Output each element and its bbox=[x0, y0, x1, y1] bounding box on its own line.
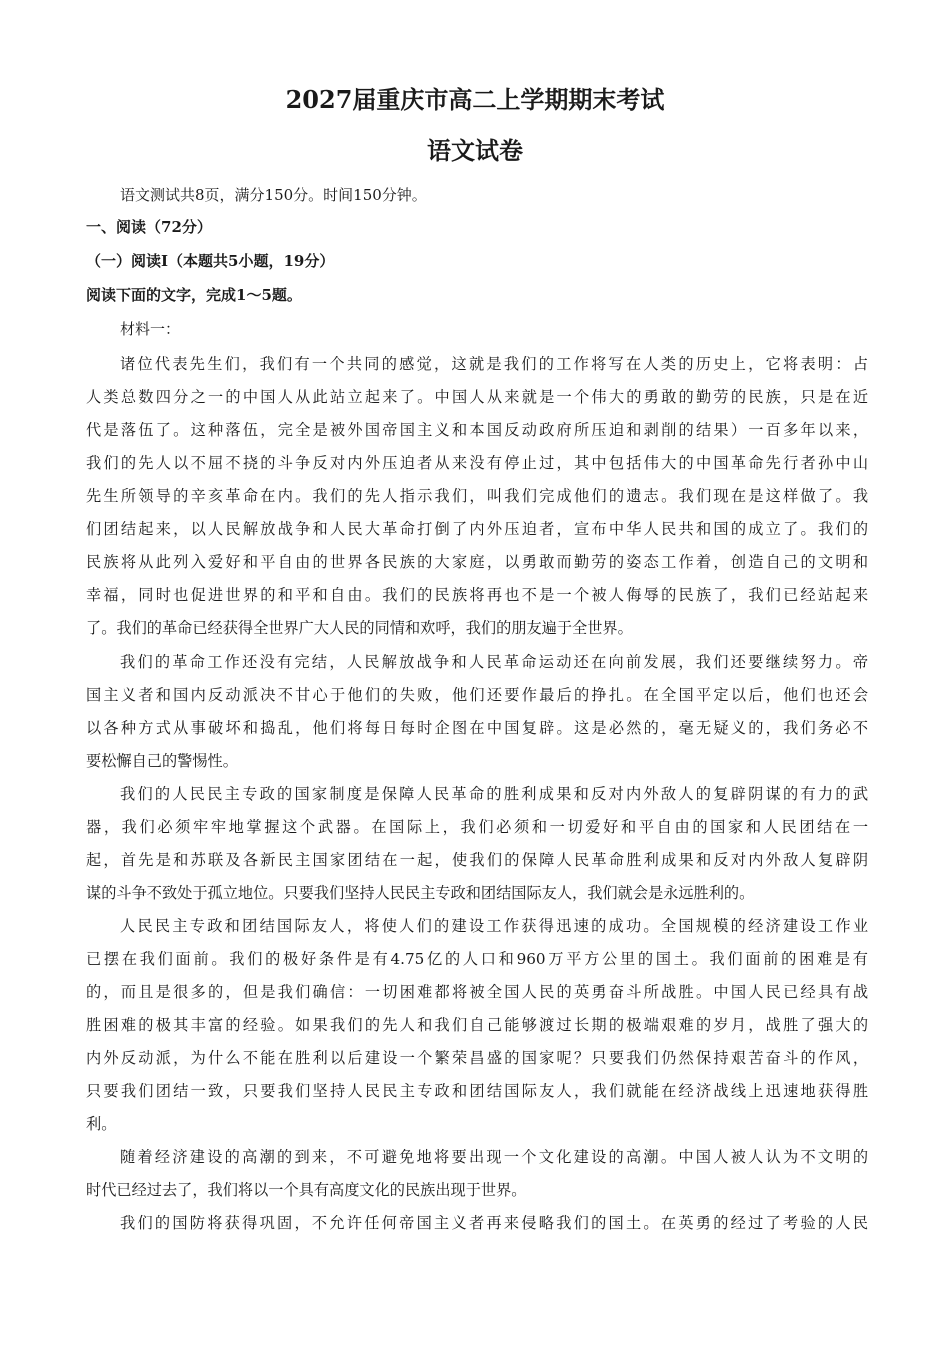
passage-line: 器，我们必须牢牢地掌握这个武器。在国际上，我们必须和一切爱好和平自由的国家和人民团结在一 bbox=[86, 818, 868, 836]
section-heading-reading: 一、阅读（72分） bbox=[86, 218, 212, 236]
passage-line: 我们的国防将获得巩固，不允许任何帝国主义者再来侵略我们的国土。在英勇的经过了考验的人民 bbox=[120, 1214, 868, 1232]
passage-line: 的，而且是很多的，但是我们确信：一切困难都将被全国人民的英勇奋斗所战胜。中国人民已经具有战 bbox=[86, 983, 868, 1001]
passage-line: 我们的人民民主专政的国家制度是保障人民革命的胜利成果和反对内外敌人的复辟阴谋的有力的武 bbox=[120, 785, 868, 803]
passage-line: 国主义者和国内反动派决不甘心于他们的失败，他们还要作最后的挣扎。在全国平定以后，他们也还会 bbox=[86, 686, 868, 704]
passage-line: 已摆在我们面前。我们的极好条件是有4.75亿的人口和960万平方公里的国土。我们面前的困难是有 bbox=[86, 950, 868, 968]
passage-line: 了。我们的革命已经获得全世界广大人民的同情和欢呼，我们的朋友遍于全世界。 bbox=[86, 619, 633, 637]
subsection-heading-reading-1: （一）阅读Ⅰ（本题共5小题，19分） bbox=[86, 252, 335, 270]
passage-line: 我们的革命工作还没有完结，人民解放战争和人民革命运动还在向前发展，我们还要继续努力。帝 bbox=[120, 653, 868, 671]
passage-line: 们团结起来，以人民解放战争和人民大革命打倒了内外压迫者，宣布中华人民共和国的成立了。我们的 bbox=[86, 520, 868, 538]
passage-line: 诸位代表先生们，我们有一个共同的感觉，这就是我们的工作将写在人类的历史上，它将表明：占 bbox=[120, 355, 868, 373]
passage-line: 人类总数四分之一的中国人从此站立起来了。中国人从来就是一个伟大的勇敢的勤劳的民族，只是在近 bbox=[86, 388, 868, 406]
exam-info: 语文测试共8页，满分150分。时间150分钟。 bbox=[120, 186, 427, 204]
passage-line: 利。 bbox=[86, 1115, 117, 1133]
passage-line: 以各种方式从事破坏和捣乱，他们将每日每时企图在中国复辟。这是必然的，毫无疑义的，我们务必不 bbox=[86, 719, 868, 737]
reading-instruction: 阅读下面的文字，完成1～5题。 bbox=[86, 286, 302, 304]
passage-line: 胜困难的极其丰富的经验。如果我们的先人和我们自己能够渡过长期的极端艰难的岁月，战胜了强大的 bbox=[86, 1016, 868, 1034]
passage-line: 先生所领导的辛亥革命在内。我们的先人指示我们，叫我们完成他们的遗志。我们现在是这样做了。我 bbox=[86, 487, 868, 505]
passage-line: 内外反动派，为什么不能在胜利以后建设一个繁荣昌盛的国家呢？只要我们仍然保持艰苦奋斗的作风， bbox=[86, 1049, 868, 1067]
passage-line: 我们的先人以不屈不挠的斗争反对内外压迫者从来没有停止过，其中包括伟大的中国革命先行者孙中山 bbox=[86, 454, 868, 472]
passage-line: 时代已经过去了，我们将以一个具有高度文化的民族出现于世界。 bbox=[86, 1181, 527, 1199]
exam-title: 2027届重庆市高二上学期期末考试 bbox=[285, 85, 665, 114]
passage-line: 民族将从此列入爱好和平自由的世界各民族的大家庭，以勇敢而勤劳的姿态工作着，创造自己的文明和 bbox=[86, 553, 868, 571]
passage-line: 幸福，同时也促进世界的和平和自由。我们的民族将再也不是一个被人侮辱的民族了，我们已经站起来 bbox=[86, 586, 868, 604]
passage-line: 随着经济建设的高潮的到来，不可避免地将要出现一个文化建设的高潮。中国人被人认为不文明的 bbox=[120, 1148, 868, 1166]
passage-line: 起，首先是和苏联及各新民主国家团结在一起，使我们的保障人民革命胜利成果和反对内外敌人复辟阴 bbox=[86, 851, 868, 869]
material-label: 材料一： bbox=[120, 320, 181, 338]
passage-line: 要松懈自己的警惕性。 bbox=[86, 752, 238, 770]
passage-line: 代是落伍了。这种落伍，完全是被外国帝国主义和本国反动政府所压迫和剥削的结果）一百多年以来， bbox=[86, 421, 868, 439]
passage-line: 谋的斗争不致处于孤立地位。只要我们坚持人民民主专政和团结国际友人，我们就会是永远胜利的。 bbox=[86, 884, 755, 902]
exam-subtitle: 语文试卷 bbox=[427, 136, 523, 165]
passage-line: 只要我们团结一致，只要我们坚持人民民主专政和团结国际友人，我们就能在经济战线上迅速地获得胜 bbox=[86, 1082, 868, 1100]
passage-line: 人民民主专政和团结国际友人，将使人们的建设工作获得迅速的成功。全国规模的经济建设工作业 bbox=[120, 917, 868, 935]
